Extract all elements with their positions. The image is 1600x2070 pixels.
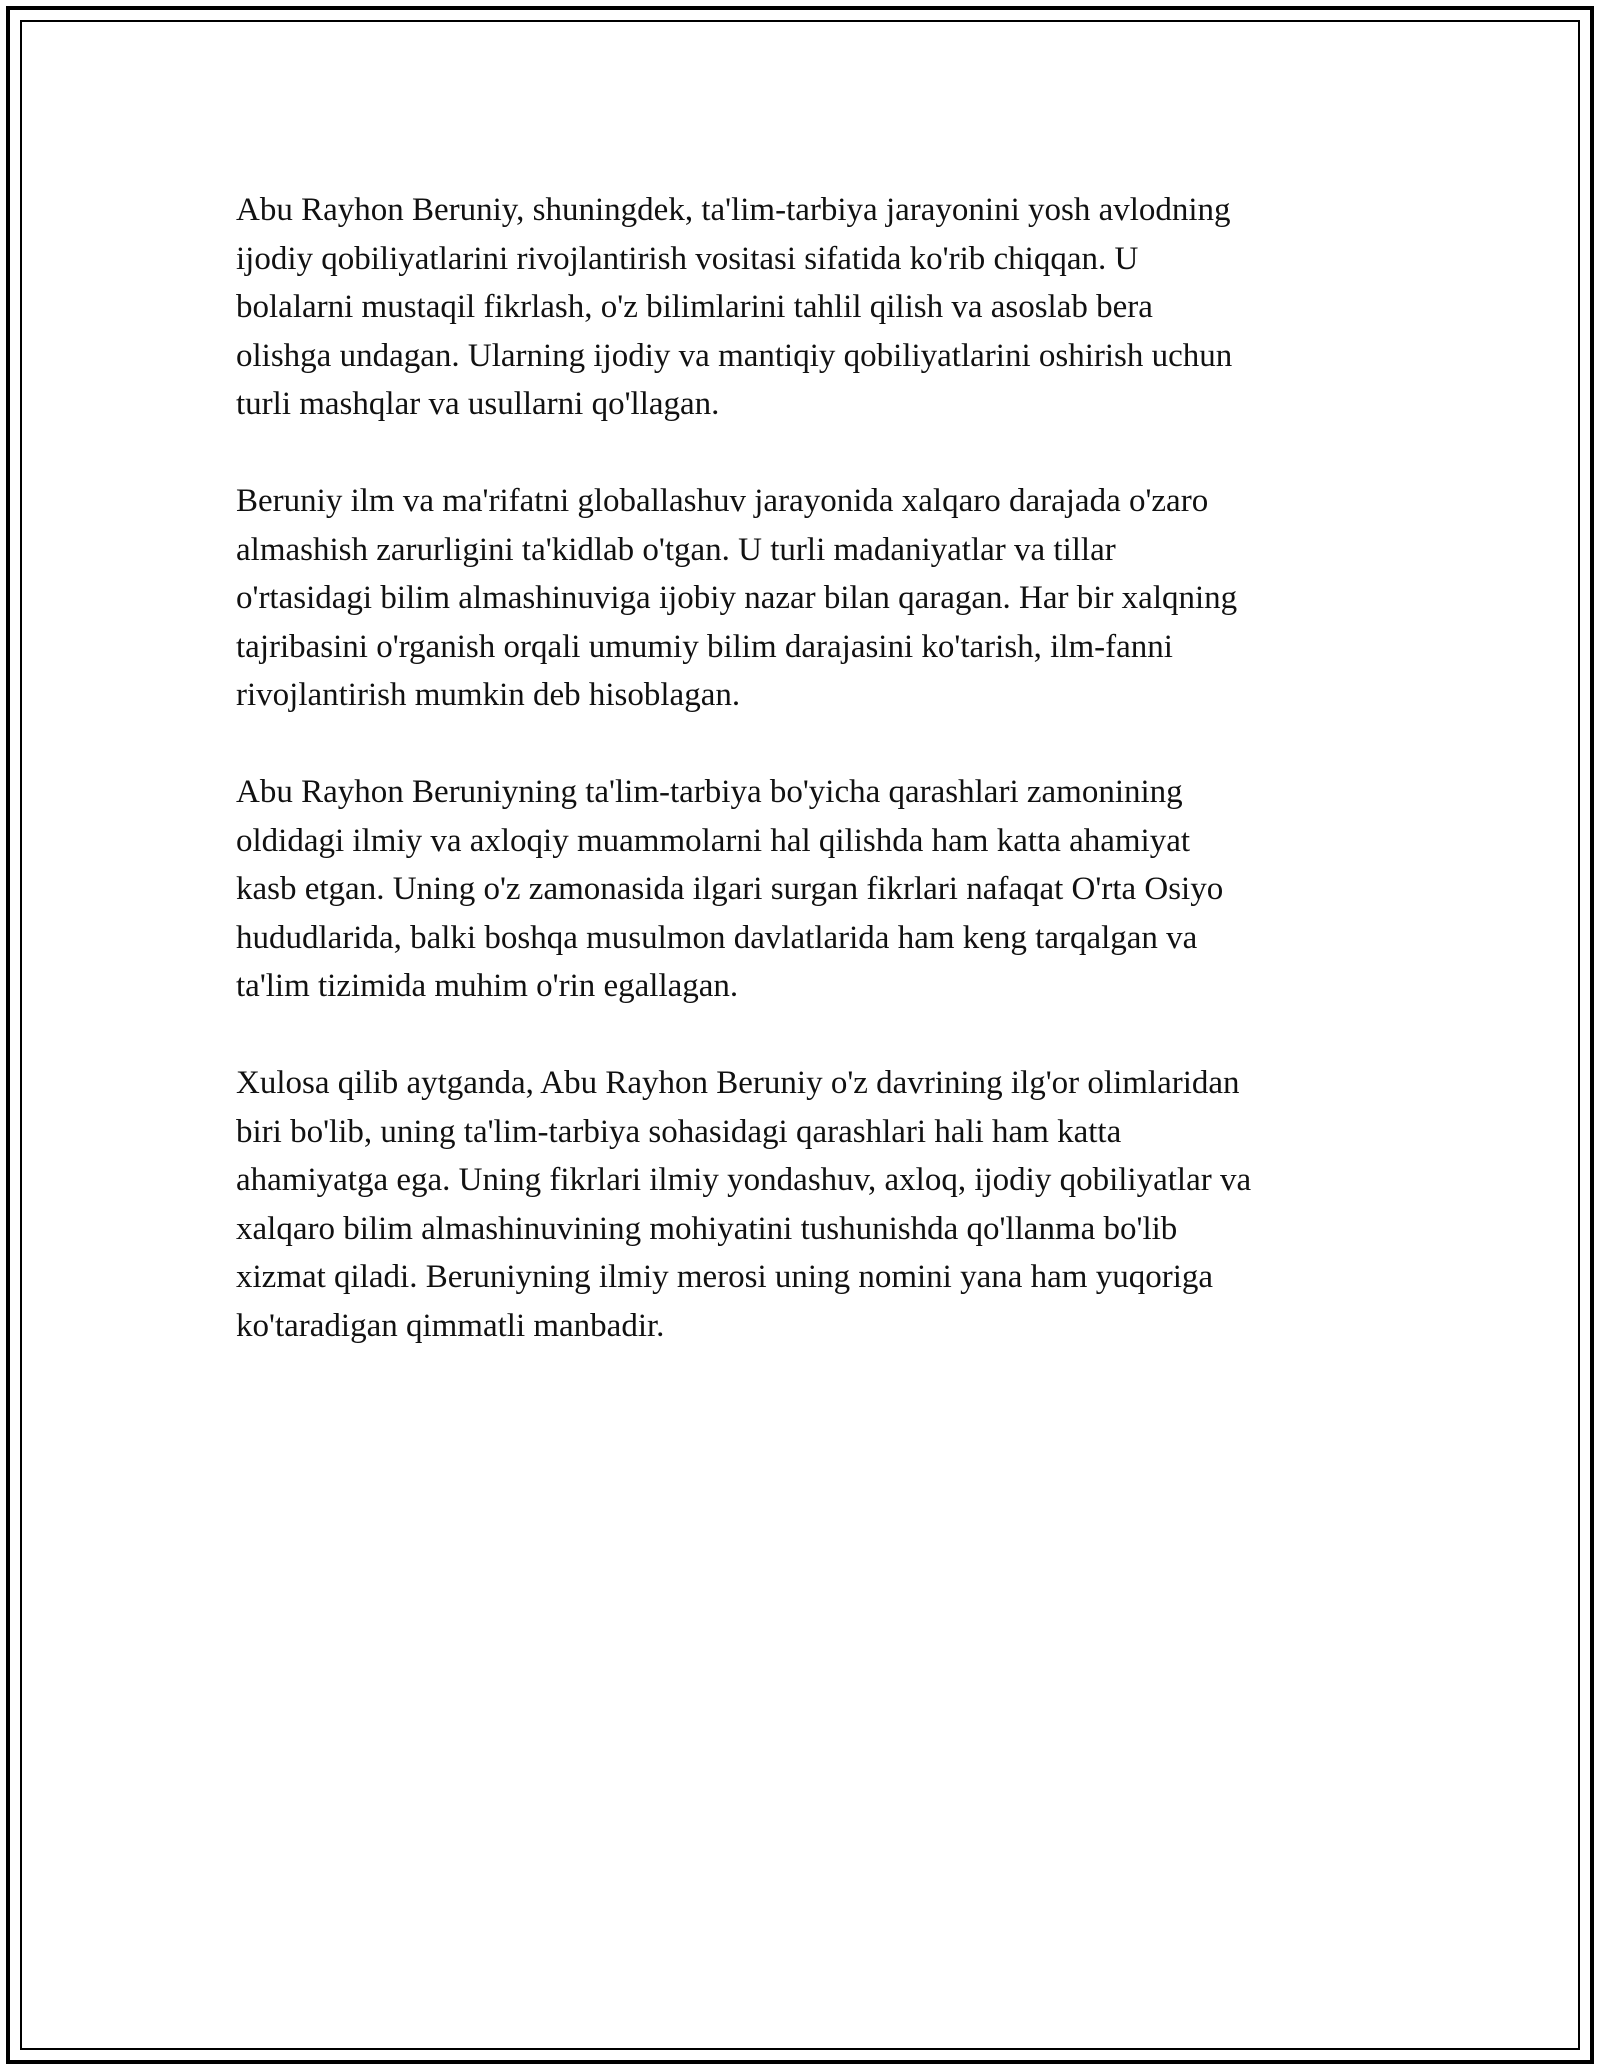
paragraph-1: Abu Rayhon Beruniy, shuningdek, ta'lim-tarbiya jarayonini yosh avlodning ijodiy qobiliyatlarini rivojlantirish vositasi sifatida ko'rib chiqqan. U bolalarni mustaqil fikrlash, o'z bilimlarini tahlil qilish va asoslab bera olishga undagan. Ularning ijodiy va mantiqiy qobiliyatlarini oshirish uchun turli mashqlar va usullarni qo'llagan.: [236, 192, 1233, 422]
document-body: [236, 186, 1376, 1399]
paragraph-3: Abu Rayhon Beruniyning ta'lim-tarbiya bo'yicha qarashlari zamonining oldidagi ilmiy va axloqiy muammolarni hal qilishda ham katta ahamiyat kasb etgan. Uning o'z zamonasida ilgari surgan fikrlari nafaqat O'rta Osiyo hududlarida, balki boshqa musulmon davlatlarida ham keng tarqalgan va ta'lim tizimida muhim o'rin egallagan.: [236, 774, 1224, 1004]
paragraph-2: Beruniy ilm va ma'rifatni globallashuv jarayonida xalqaro darajada o'zaro almashish zarurligini ta'kidlab o'tgan. U turli madaniyatlar va tillar o'rtasidagi bilim almashinuviga ijobiy nazar bilan qaragan. Har bir xalqning tajribasini o'rganish orqali umumiy bilim darajasini ko'tarish, ilm-fanni rivojlantirish mumkin deb hisoblagan.: [236, 483, 1238, 713]
paragraph-4: Xulosa qilib aytganda, Abu Rayhon Beruniy o'z davrining ilg'or olimlaridan biri bo'lib, uning ta'lim-tarbiya sohasidagi qarashlari hali ham katta ahamiyatga ega. Uning fikrlari ilmiy yondashuv, axloq, ijodiy qobiliyatlar va xalqaro bilim almashinuvining mohiyatini tushunishda qo'llanma bo'lib xizmat qiladi. Beruniyning ilmiy merosi uning nomini yana ham yuqoriga ko'taradigan qimmatli manbadir.: [236, 1065, 1252, 1344]
